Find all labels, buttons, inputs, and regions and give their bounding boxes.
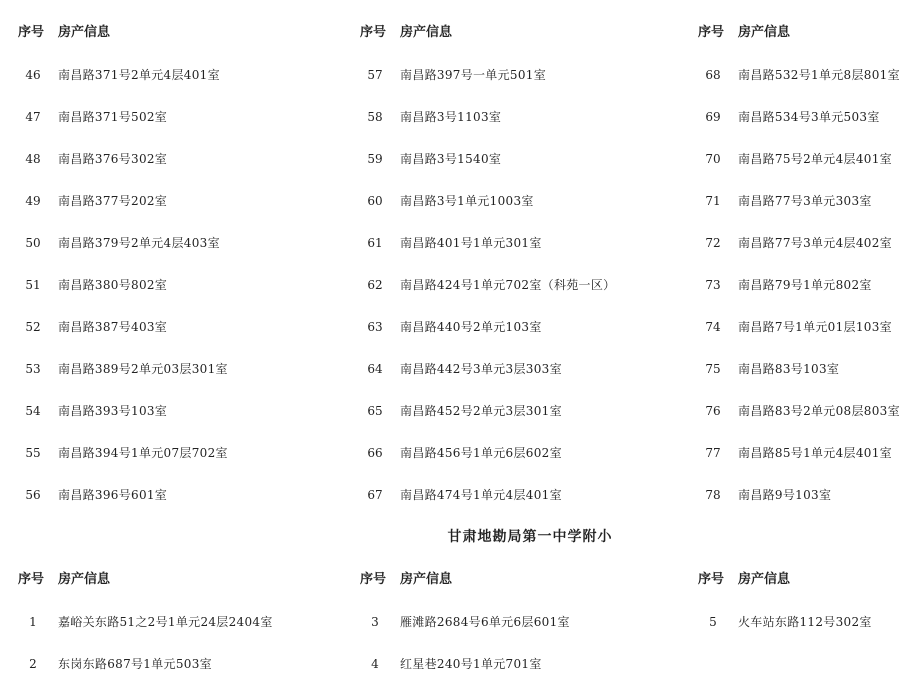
row-number: 73	[705, 278, 721, 292]
row-property-info: 南昌路83号103室	[738, 362, 840, 376]
table-row	[342, 485, 642, 505]
table-row	[342, 65, 642, 85]
header-serial-number: 序号	[698, 572, 725, 587]
row-property-info: 南昌路371号502室	[58, 110, 168, 124]
row-property-info: 南昌路424号1单元702室（科苑一区）	[400, 278, 616, 292]
row-number: 51	[25, 278, 41, 292]
row-property-info: 南昌路75号2单元4层401室	[738, 152, 892, 166]
row-number: 76	[705, 404, 721, 418]
row-property-info: 南昌路77号3单元4层402室	[738, 236, 892, 250]
row-number: 71	[705, 194, 721, 208]
row-number: 50	[25, 236, 41, 250]
row-number: 4	[371, 657, 379, 671]
header-property-info: 房产信息	[58, 25, 111, 40]
row-property-info: 南昌路3号1103室	[400, 110, 502, 124]
table-row	[0, 654, 300, 674]
row-property-info: 南昌路379号2单元4层403室	[58, 236, 220, 250]
table-row	[680, 149, 912, 169]
row-property-info: 南昌路442号3单元3层303室	[400, 362, 562, 376]
table-row	[0, 359, 300, 379]
row-property-info: 红星巷240号1单元701室	[400, 657, 542, 671]
row-property-info: 南昌路7号1单元01层103室	[738, 320, 892, 334]
table-row	[0, 443, 300, 463]
table-row	[680, 275, 912, 295]
table-row	[680, 107, 912, 127]
row-number: 69	[705, 110, 721, 124]
header-property-info: 房产信息	[58, 572, 111, 587]
table-row	[0, 485, 300, 505]
table-row	[680, 233, 912, 253]
row-number: 46	[25, 68, 41, 82]
row-number: 74	[705, 320, 721, 334]
table-row	[342, 275, 642, 295]
table-row	[342, 149, 642, 169]
row-property-info: 南昌路401号1单元301室	[400, 236, 542, 250]
row-number: 54	[25, 404, 41, 418]
table-row	[342, 401, 642, 421]
table-row	[0, 107, 300, 127]
table-row	[0, 149, 300, 169]
row-property-info: 东岗东路687号1单元503室	[58, 657, 212, 671]
table-row	[0, 275, 300, 295]
row-property-info: 南昌路3号1540室	[400, 152, 502, 166]
table-row	[342, 654, 642, 674]
row-property-info: 南昌路394号1单元07层702室	[58, 446, 228, 460]
row-property-info: 南昌路83号2单元08层803室	[738, 404, 900, 418]
row-property-info: 嘉峪关东路51之2号1单元24层2404室	[58, 615, 273, 629]
row-property-info: 南昌路376号302室	[58, 152, 168, 166]
row-property-info: 南昌路9号103室	[738, 488, 832, 502]
row-number: 65	[367, 404, 383, 418]
table-row	[680, 443, 912, 463]
row-number: 55	[25, 446, 41, 460]
row-number: 49	[25, 194, 41, 208]
row-number: 2	[29, 657, 37, 671]
table-row	[680, 191, 912, 211]
row-number: 58	[367, 110, 383, 124]
row-number: 1	[29, 615, 37, 629]
row-number: 47	[25, 110, 41, 124]
header-property-info: 房产信息	[400, 572, 453, 587]
row-property-info: 南昌路456号1单元6层602室	[400, 446, 562, 460]
table-row	[342, 233, 642, 253]
header-serial-number: 序号	[360, 25, 387, 40]
row-number: 52	[25, 320, 41, 334]
table-row	[680, 359, 912, 379]
row-property-info: 南昌路532号1单元8层801室	[738, 68, 900, 82]
section-title: 甘肃地勘局第一中学附小	[447, 529, 613, 545]
row-property-info: 南昌路377号202室	[58, 194, 168, 208]
row-number: 56	[25, 488, 41, 502]
row-number: 5	[709, 615, 717, 629]
row-number: 57	[367, 68, 383, 82]
table-row	[680, 485, 912, 505]
row-number: 62	[367, 278, 383, 292]
table-row	[342, 107, 642, 127]
table-row	[0, 612, 300, 632]
row-property-info: 南昌路380号802室	[58, 278, 168, 292]
table-row	[0, 401, 300, 421]
table-row	[680, 612, 912, 632]
header-property-info: 房产信息	[400, 25, 453, 40]
row-property-info: 南昌路77号3单元303室	[738, 194, 872, 208]
row-property-info: 南昌路396号601室	[58, 488, 168, 502]
row-property-info: 南昌路397号一单元501室	[400, 68, 547, 82]
row-property-info: 南昌路387号403室	[58, 320, 168, 334]
table-row	[342, 317, 642, 337]
row-property-info: 南昌路440号2单元103室	[400, 320, 542, 334]
table-row	[0, 191, 300, 211]
row-number: 67	[367, 488, 383, 502]
row-property-info: 雁滩路2684号6单元6层601室	[400, 615, 570, 629]
row-property-info: 南昌路389号2单元03层301室	[58, 362, 228, 376]
table-row	[680, 401, 912, 421]
row-property-info: 南昌路474号1单元4层401室	[400, 488, 562, 502]
row-number: 48	[25, 152, 41, 166]
table-row	[0, 65, 300, 85]
header-serial-number: 序号	[18, 572, 45, 587]
table-row	[342, 612, 642, 632]
row-number: 68	[705, 68, 721, 82]
header-serial-number: 序号	[18, 25, 45, 40]
row-number: 63	[367, 320, 383, 334]
row-property-info: 南昌路452号2单元3层301室	[400, 404, 562, 418]
row-number: 60	[367, 194, 383, 208]
table-row	[342, 443, 642, 463]
row-number: 64	[367, 362, 383, 376]
row-number: 72	[705, 236, 721, 250]
header-serial-number: 序号	[360, 572, 387, 587]
table-row	[0, 317, 300, 337]
row-property-info: 南昌路3号1单元1003室	[400, 194, 534, 208]
row-number: 66	[367, 446, 383, 460]
table-row	[342, 359, 642, 379]
table-row	[680, 317, 912, 337]
row-number: 53	[25, 362, 41, 376]
row-number: 61	[367, 236, 383, 250]
header-serial-number: 序号	[698, 25, 725, 40]
header-property-info: 房产信息	[738, 572, 791, 587]
row-number: 78	[705, 488, 721, 502]
row-property-info: 南昌路393号103室	[58, 404, 168, 418]
row-number: 75	[705, 362, 721, 376]
row-property-info: 南昌路85号1单元4层401室	[738, 446, 892, 460]
table-row	[680, 65, 912, 85]
row-number: 70	[705, 152, 721, 166]
row-property-info: 火车站东路112号302室	[738, 615, 872, 629]
table-row	[342, 191, 642, 211]
row-property-info: 南昌路534号3单元503室	[738, 110, 880, 124]
row-number: 59	[367, 152, 383, 166]
row-number: 3	[371, 615, 379, 629]
row-property-info: 南昌路371号2单元4层401室	[58, 68, 220, 82]
row-property-info: 南昌路79号1单元802室	[738, 278, 872, 292]
row-number: 77	[705, 446, 721, 460]
header-property-info: 房产信息	[738, 25, 791, 40]
table-row	[0, 233, 300, 253]
